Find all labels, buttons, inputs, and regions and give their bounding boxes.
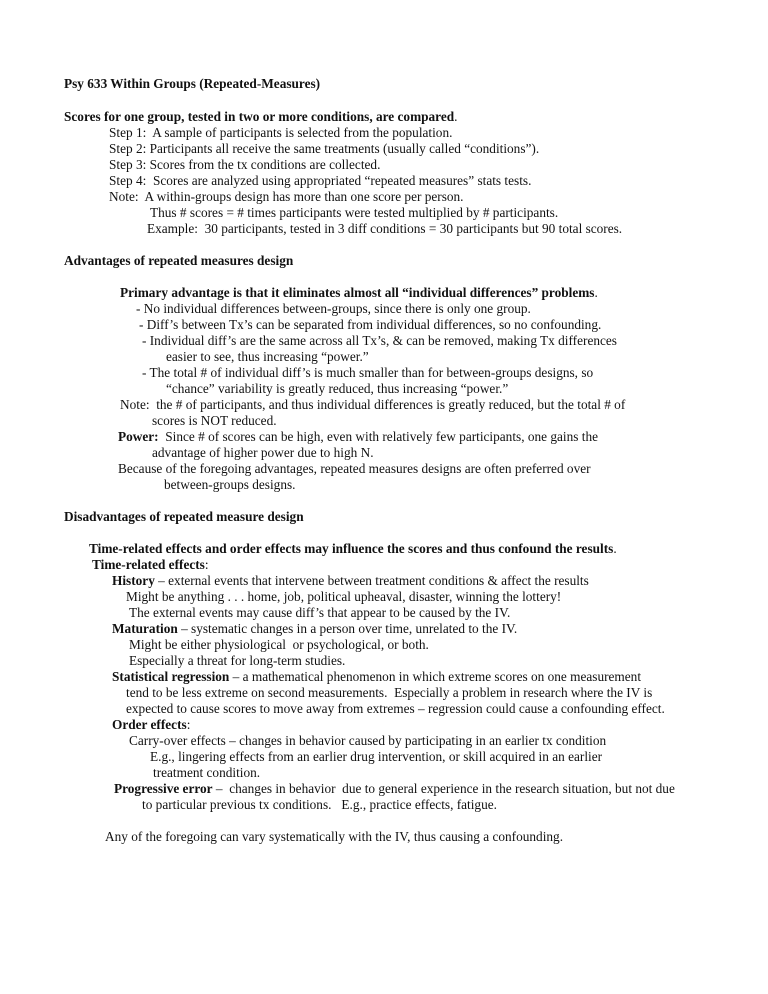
- power-text: Since # of scores can be high, even with relatively few participants, one gains the: [158, 429, 599, 444]
- intro-heading-bold: Scores for one group, tested in two or more conditions, are compared: [64, 109, 455, 124]
- advantages-heading: [64, 253, 293, 269]
- regression-line: [112, 669, 641, 685]
- order-effects-label: [112, 717, 190, 733]
- intro-thus: Thus # scores = # times participants were tested multiplied by # participants.: [150, 205, 559, 220]
- title-text: Psy 633 Within Groups (Repeated-Measures): [64, 76, 321, 91]
- history-detail-1: Might be anything . . . home, job, political upheaval, disaster, winning the lottery!: [126, 589, 562, 604]
- regression-label: Statistical regression: [112, 669, 230, 684]
- power-label: Power:: [118, 429, 159, 444]
- time-related-label: [92, 557, 209, 573]
- history-detail-2: The external events may cause diff’s that appear to be caused by the IV.: [129, 605, 511, 620]
- power-line: [118, 429, 598, 445]
- history-text: – external events that intervene between treatment conditions & affect the results: [154, 573, 589, 588]
- step-2: Step 2: Participants all receive the same treatments (usually called “conditions”).: [109, 141, 540, 156]
- carry-over-line: Carry-over effects – changes in behavior caused by participating in an earlier tx condition: [129, 733, 607, 748]
- maturation-detail-2: Especially a threat for long-term studies.: [129, 653, 346, 668]
- order-effects-colon: :: [186, 717, 191, 732]
- because-cont: between-groups designs.: [164, 477, 296, 492]
- primary-advantage: [120, 285, 598, 301]
- advantage-bullet-3-cont: easier to see, thus increasing “power.”: [166, 349, 369, 364]
- lead-tail: .: [613, 541, 617, 556]
- progressive-error-line: [114, 781, 675, 797]
- carry-over-detail-1: E.g., lingering effects from an earlier drug intervention, or skill acquired in an earlier: [150, 749, 603, 764]
- intro-heading: [64, 109, 457, 125]
- progressive-error-label: Progressive error: [114, 781, 213, 796]
- maturation-text: – systematic changes in a person over time, unrelated to the IV.: [177, 621, 518, 636]
- advantage-note-cont: scores is NOT reduced.: [152, 413, 277, 428]
- progressive-error-detail: to particular previous tx conditions. E.g., practice effects, fatigue.: [142, 797, 497, 812]
- disadvantages-heading-text: Disadvantages of repeated measure design: [64, 509, 304, 524]
- primary-advantage-tail: .: [594, 285, 598, 300]
- intro-note: Note: A within-groups design has more than one score per person.: [109, 189, 464, 204]
- advantage-bullet-2: - Diff’s between Tx’s can be separated from individual differences, so no confounding.: [139, 317, 602, 332]
- regression-detail-2: expected to cause scores to move away from extremes – regression could cause a confounding effect.: [126, 701, 665, 716]
- advantage-bullet-1: - No individual differences between-groups, since there is only one group.: [136, 301, 531, 316]
- order-effects-bold: Order effects: [112, 717, 187, 732]
- history-label: History: [112, 573, 155, 588]
- maturation-detail-1: Might be either physiological or psychological, or both.: [129, 637, 429, 652]
- time-related-colon: :: [204, 557, 209, 572]
- regression-text: – a mathematical phenomenon in which extreme scores on one measurement: [229, 669, 642, 684]
- power-cont: advantage of higher power due to high N.: [152, 445, 374, 460]
- disadvantages-heading: [64, 509, 304, 525]
- regression-detail-1: tend to be less extreme on second measurements. Especially a problem in research where the IV is: [126, 685, 653, 700]
- because-line: Because of the foregoing advantages, repeated measures designs are often preferred over: [118, 461, 591, 476]
- time-related-bold: Time-related effects: [92, 557, 205, 572]
- advantage-note: Note: the # of participants, and thus individual differences is greatly reduced, but the total # of: [120, 397, 626, 412]
- intro-heading-tail: .: [454, 109, 458, 124]
- advantage-bullet-4-cont: “chance” variability is greatly reduced, thus increasing “power.”: [166, 381, 509, 396]
- lead-bold: Time-related effects and order effects may influence the scores and thus confound the results: [89, 541, 614, 556]
- step-4: Step 4: Scores are analyzed using appropriated “repeated measures” stats tests.: [109, 173, 532, 188]
- history-line: [112, 573, 589, 589]
- carry-over-detail-2: treatment condition.: [153, 765, 261, 780]
- disadvantages-lead: [89, 541, 617, 557]
- maturation-line: [112, 621, 517, 637]
- advantage-bullet-4: - The total # of individual diff’s is much smaller than for between-groups designs, so: [142, 365, 594, 380]
- intro-example: Example: 30 participants, tested in 3 diff conditions = 30 participants but 90 total scores.: [147, 221, 623, 236]
- advantage-bullet-3: - Individual diff’s are the same across all Tx’s, & can be removed, making Tx differences: [142, 333, 617, 348]
- step-1: Step 1: A sample of participants is selected from the population.: [109, 125, 453, 140]
- page-title: [64, 76, 320, 92]
- primary-advantage-bold: Primary advantage is that it eliminates almost all “individual differences” problems: [120, 285, 595, 300]
- progressive-error-text: – changes in behavior due to general experience in the research situation, but not due: [212, 781, 675, 796]
- advantages-heading-text: Advantages of repeated measures design: [64, 253, 294, 268]
- conclusion: Any of the foregoing can vary systematically with the IV, thus causing a confounding.: [105, 829, 564, 844]
- step-3: Step 3: Scores from the tx conditions are collected.: [109, 157, 381, 172]
- maturation-label: Maturation: [112, 621, 178, 636]
